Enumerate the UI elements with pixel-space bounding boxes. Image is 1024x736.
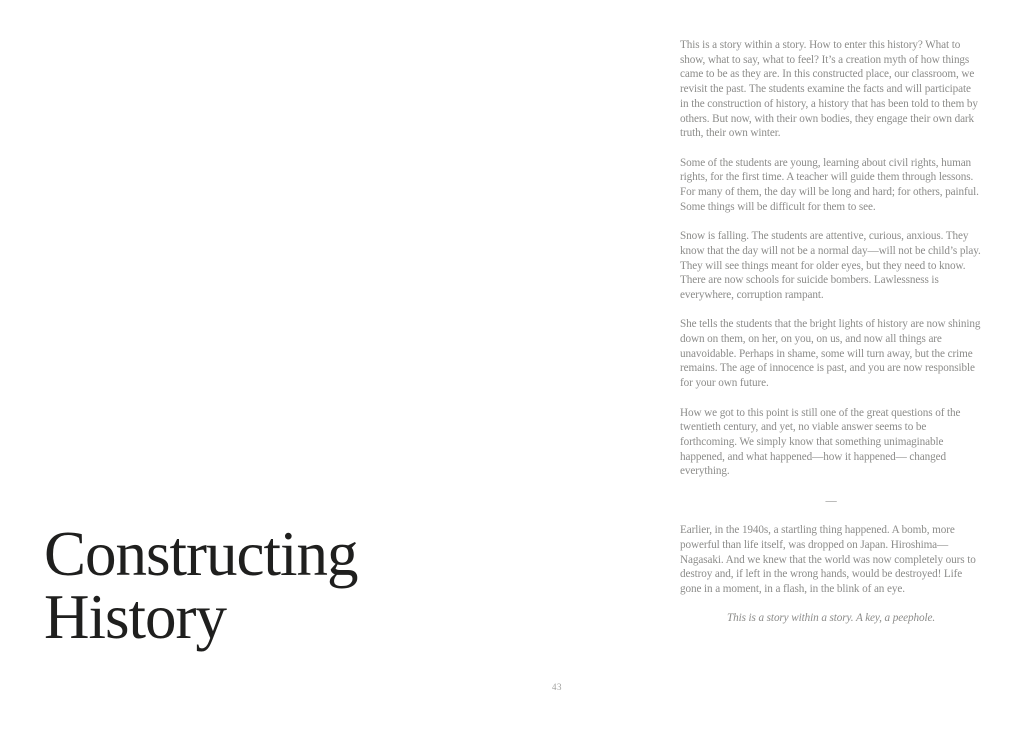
body-paragraph: Earlier, in the 1940s, a startling thing happened. A bomb, more powerful than life itself, was dropped on Japan. Hiroshima—Nagasaki. And we knew that the world was now completely ours to destroy and, if left in the wrong hands, would be destroyed! Life gone in a moment, in a flash, in the blink of an eye.	[680, 524, 976, 595]
chapter-title-line-1: Constructing	[44, 519, 358, 589]
section-divider	[680, 494, 982, 509]
body-text-column	[680, 38, 982, 641]
chapter-title	[44, 519, 358, 652]
body-paragraph: How we got to this point is still one of the great questions of the twentieth century, and yet, no viable answer seems to be forthcoming. We simply know that something unimaginable happened, and what happened—how it happened— changed everything.	[680, 406, 961, 478]
body-paragraph: Some of the students are young, learning about civil rights, human rights, for the first time. A teacher will guide them through lessons. For many of them, the day will be long and hard; for others, painful. Some things will be difficult for them to see.	[680, 156, 979, 213]
body-paragraph: She tells the students that the bright lights of history are now shining down on them, on her, on you, on us, and now all things are unavoidable. Perhaps in shame, some will turn away, but the crime remains. The age of innocence is past, and you are now responsible for your own future.	[680, 318, 981, 390]
body-paragraph: This is a story within a story. How to enter this history? What to show, what to say, what to feel? It’s a creation myth of how things came to be as they are. In this constructed place, our classroom, we revisit the past. The students examine the facts and will participate in the construction of history, a history that has been told to them by others. But now, with their own bodies, they engage their own dark truth, their own winter.	[680, 39, 978, 140]
page-number: 43	[552, 682, 562, 692]
chapter-title-line-2: History	[44, 582, 226, 652]
em-dash-divider: —	[825, 494, 837, 507]
body-paragraph: Snow is falling. The students are attentive, curious, anxious. They know that the day will not be a normal day—will not be child’s play. They will see things meant for older eyes, but they need to know. There are now schools for suicide bombers. Lawlessness is everywhere, corruption rampant.	[680, 230, 981, 301]
closing-line: This is a story within a story. A key, a peephole.	[726, 612, 936, 625]
